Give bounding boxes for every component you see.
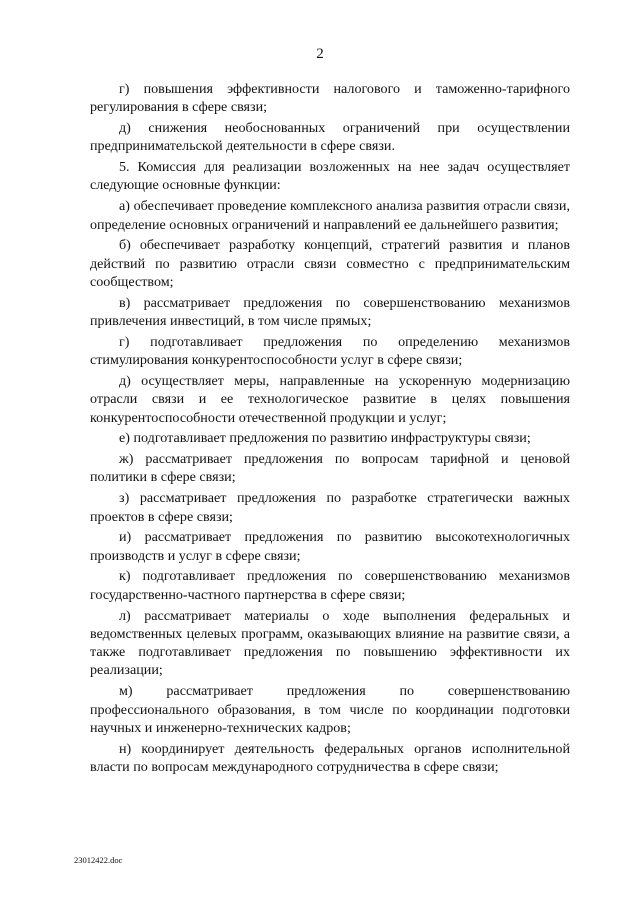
paragraph-g-competitiveness: г) подготавливает предложения по определению механизмов стимулирования конкурентоспособности услуг в сфере связи;: [90, 333, 570, 369]
paragraph-v-investments: в) рассматривает предложения по совершенствованию механизмов привлечения инвестиций, в том числе прямых;: [90, 294, 570, 330]
paragraph-i-hightech: и) рассматривает предложения по развитию высокотехнологичных производств и услуг в сфере связи;: [90, 529, 570, 564]
paragraph-b-concepts: б) обеспечивает разработку концепций, стратегий развития и планов действий по развитию отрасли связи совместно с предпринимательским сообществом;: [90, 237, 570, 290]
paragraph-zh-tariffs: ж) рассматривает предложения по вопросам тарифной и ценовой политики в сфере связи;: [90, 451, 570, 486]
paragraph-e-infrastructure: е) подготавливает предложения по развитию инфраструктуры связи;: [119, 430, 531, 447]
document-body: [90, 80, 570, 779]
paragraph-m-education: м) рассматривает предложения по совершенствованию профессионального образования, в том числе по координации подготовки научных и инженерно-технических кадров;: [90, 683, 570, 736]
page-number: 2: [316, 46, 324, 62]
paragraph-5-functions: 5. Комиссия для реализации возложенных на нее задач осуществляет следующие основные функции:: [90, 159, 570, 194]
paragraph-g-taxation: г) повышения эффективности налогового и таможенно-тарифного регулирования в сфере связи;: [90, 81, 570, 116]
paragraph-k-partnership: к) подготавливает предложения по совершенствованию механизмов государственно-частного партнерства в сфере связи;: [90, 568, 570, 603]
paragraph-z-projects: з) рассматривает предложения по разработке стратегически важных проектов в сфере связи;: [90, 490, 570, 525]
paragraph-a-analysis: а) обеспечивает проведение комплексного анализа развития отрасли связи, определение основных ограничений и направлений ее дальнейшего развития;: [90, 198, 570, 233]
footer-filename: 23012422.doc: [74, 855, 123, 865]
paragraph-d-modernization: д) осуществляет меры, направленные на ускоренную модернизацию отрасли связи и ее технологическое развитие в целях повышения конкурентоспособности отечественной продукции и услуг;: [90, 372, 570, 426]
paragraph-d-restrictions: д) снижения необоснованных ограничений при осуществлении предпринимательской деятельности в сфере связи.: [90, 120, 570, 155]
paragraph-l-programs: л) рассматривает материалы о ходе выполнения федеральных и ведомственных целевых программ, оказывающих влияние на развитие связи, а также подготавливает предложения по повышению эффективности их реализации;: [90, 607, 570, 679]
paragraph-n-international: н) координирует деятельность федеральных органов исполнительной власти по вопросам международного сотрудничества в сфере связи;: [90, 740, 570, 775]
